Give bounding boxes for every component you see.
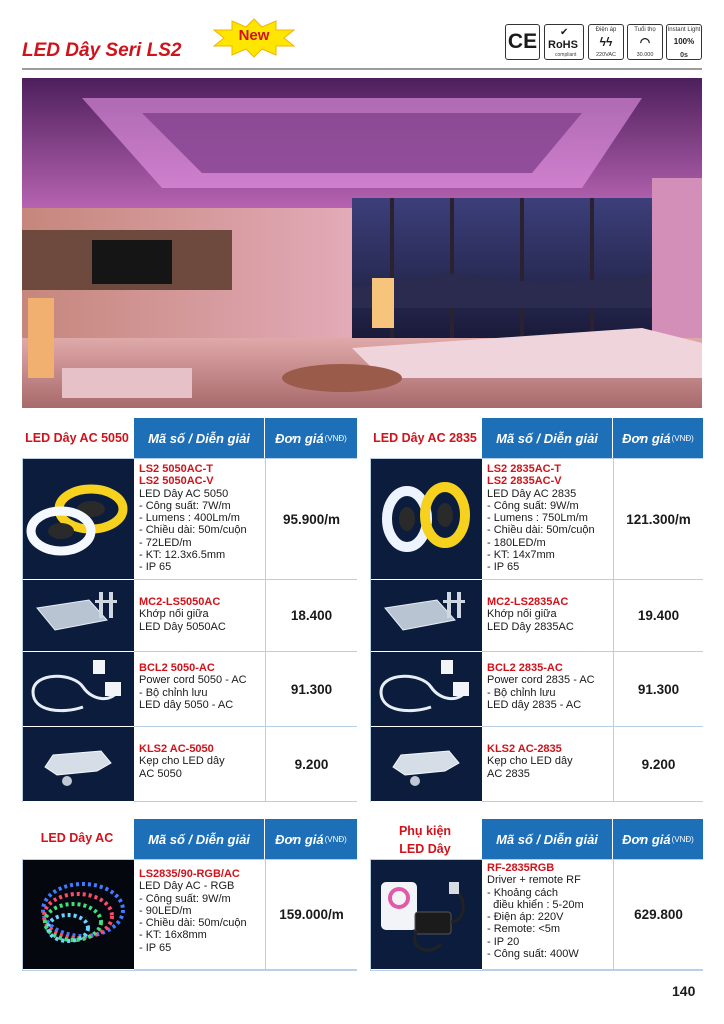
page-number: 140 xyxy=(672,983,696,999)
product-code: RF-2835RGB xyxy=(487,862,555,874)
spec-line: - Chiều dài: 50m/cuộn xyxy=(139,524,247,537)
led-reel-icon xyxy=(371,459,482,580)
col-header-code xyxy=(134,418,264,458)
spec-line: LED Dây AC - RGB xyxy=(139,880,235,893)
product-desc-cell xyxy=(134,652,265,727)
col-header-price xyxy=(613,418,703,458)
col-header-code xyxy=(482,418,612,458)
spec-line: - Công suất: 400W xyxy=(487,948,579,961)
section-label-accessory xyxy=(370,822,480,858)
rgb-reel-icon xyxy=(23,860,134,970)
product-image-led-strip-2835 xyxy=(371,459,482,580)
col-header-code xyxy=(134,819,264,859)
price-cell: 19.400 xyxy=(613,580,703,652)
col-header-code xyxy=(482,819,612,859)
product-image-led-strip-5050 xyxy=(23,459,134,580)
spec-line: - KT: 14x7mm xyxy=(487,549,555,562)
ce-mark: CE xyxy=(505,24,540,60)
product-image-clip-2835 xyxy=(371,727,482,802)
spec-line: AC 5050 xyxy=(139,767,182,780)
col-header-price-unit: (VNĐ) xyxy=(324,834,347,844)
rohs-text: RoHS xyxy=(548,39,578,51)
driver-remote-icon xyxy=(371,860,482,970)
section-label-ac5050: LED Dây AC 5050 xyxy=(25,431,129,445)
spec-line: - IP 65 xyxy=(139,941,172,954)
product-desc-cell xyxy=(482,727,613,802)
product-code: KLS2 AC-2835 xyxy=(487,743,562,755)
instant-light-time: 0s xyxy=(680,52,688,59)
spec-line: - Công suất: 7W/m xyxy=(139,499,231,512)
clip-icon xyxy=(23,727,134,802)
lifetime-badge xyxy=(627,24,663,60)
product-image-clip-5050 xyxy=(23,727,134,802)
price-cell: 91.300 xyxy=(613,652,703,727)
led-reel-icon xyxy=(23,459,134,580)
lightning-icon: ϟϟ xyxy=(599,35,613,49)
product-desc-cell xyxy=(482,860,613,970)
spec-line: điều khiển : 5-20m xyxy=(487,898,584,911)
col-header-price-text: Đơn giá xyxy=(622,831,671,847)
product-desc-cell xyxy=(134,580,265,652)
col-header-price xyxy=(613,819,703,859)
product-image-power-cord-2835 xyxy=(371,652,482,727)
instant-light-label: Instant Light xyxy=(667,27,701,33)
price-cell: 91.300 xyxy=(265,652,357,727)
col-header-price-text: Đơn giá xyxy=(275,831,324,847)
spec-line: LED Dây AC 5050 xyxy=(139,487,229,500)
new-badge-text: New xyxy=(238,27,270,44)
product-code: KLS2 AC-5050 xyxy=(139,743,214,755)
connector-icon xyxy=(371,580,482,652)
product-image-rgb-strip xyxy=(23,860,134,970)
spec-line: - Khoảng cách xyxy=(487,886,558,899)
spec-line: - IP 65 xyxy=(139,561,172,574)
product-image-power-cord-5050 xyxy=(23,652,134,727)
spec-line: - Remote: <5m xyxy=(487,923,561,936)
spec-line: Power cord 2835 - AC xyxy=(487,674,595,687)
col-header-price-text: Đơn giá xyxy=(622,430,671,446)
spec-line: AC 2835 xyxy=(487,767,530,780)
price-cell: 121.300/m xyxy=(613,459,703,580)
spec-line: - 180LED/m xyxy=(487,536,546,549)
product-code: LS2 5050AC-T xyxy=(139,463,213,475)
power-cord-icon xyxy=(23,652,134,727)
section-label-ac-rgb: LED Dây AC xyxy=(40,831,114,845)
product-code: MC2-LS5050AC xyxy=(139,596,221,608)
product-code: LS2 5050AC-V xyxy=(139,475,214,488)
spec-line: - Lumens : 750Lm/m xyxy=(487,512,588,525)
price-cell: 629.800 xyxy=(613,860,703,970)
hero-living-room-photo xyxy=(22,78,702,408)
spec-line: - Lumens : 400Lm/m xyxy=(139,512,240,525)
product-code: MC2-LS2835AC xyxy=(487,596,569,608)
title-divider xyxy=(22,68,702,70)
lifetime-label: Tuổi thọ xyxy=(634,27,656,33)
leaf-icon: ✔ xyxy=(560,27,569,38)
col-header-price-unit: (VNĐ) xyxy=(671,433,694,443)
spec-line: Driver + remote RF xyxy=(487,874,581,887)
price-cell: 95.900/m xyxy=(265,459,357,580)
product-desc-cell xyxy=(482,459,613,580)
power-cord-icon xyxy=(371,652,482,727)
product-desc-cell xyxy=(482,580,613,652)
price-cell: 18.400 xyxy=(265,580,357,652)
spec-line: - 90LED/m xyxy=(139,904,192,917)
spec-line: Khớp nối giữa xyxy=(139,608,209,621)
col-header-code-text: Mã số / Diễn giải xyxy=(496,831,598,847)
rohs-sub-text: compliant xyxy=(555,52,577,58)
section-label-accessory-line2: LED Dây xyxy=(399,842,451,856)
col-header-code-text: Mã số / Diễn giải xyxy=(496,430,598,446)
page-title: LED Dây Seri LS2 xyxy=(22,40,182,61)
col-header-code-text: Mã số / Diễn giải xyxy=(148,430,250,446)
voltage-badge xyxy=(588,24,624,60)
spec-line: - KT: 16x8mm xyxy=(139,929,207,942)
spec-line: - Điện áp: 220V xyxy=(487,911,564,924)
spec-line: - Công suất: 9W/m xyxy=(487,499,579,512)
price-cell: 9.200 xyxy=(265,727,357,802)
spec-line: LED Dây 5050AC xyxy=(139,620,226,633)
spec-line: LED dây 2835 - AC xyxy=(487,698,582,711)
product-desc-cell xyxy=(134,860,265,970)
product-code: BCL2 5050-AC xyxy=(139,662,215,674)
price-cell: 159.000/m xyxy=(265,860,357,970)
product-code: LS2835/90-RGB/AC xyxy=(139,868,240,880)
spec-line: - Chiều dài: 50m/cuộn xyxy=(139,917,247,930)
spec-line: Kẹp cho LED dây xyxy=(487,755,573,768)
spec-line: - 72LED/m xyxy=(139,536,192,549)
col-header-price xyxy=(265,418,357,458)
product-image-connector-2835 xyxy=(371,580,482,652)
product-code: LS2 2835AC-V xyxy=(487,475,562,488)
section-label-accessory-line1: Phụ kiện xyxy=(398,824,452,838)
spec-line: Kẹp cho LED dây xyxy=(139,755,225,768)
spec-line: LED Dây AC 2835 xyxy=(487,487,577,500)
product-code: LS2 2835AC-T xyxy=(487,463,561,475)
product-desc-cell xyxy=(134,727,265,802)
product-code: BCL2 2835-AC xyxy=(487,662,563,674)
col-header-code-text: Mã số / Diễn giải xyxy=(148,831,250,847)
voltage-value: 220VAC xyxy=(595,52,617,58)
spec-line: LED dây 5050 - AC xyxy=(139,698,234,711)
lifetime-value: 30.000 xyxy=(636,52,654,58)
col-header-price xyxy=(265,819,357,859)
rohs-mark xyxy=(544,24,584,60)
spec-line: - Chiều dài: 50m/cuộn xyxy=(487,524,595,537)
spec-line: - KT: 12.3x6.5mm xyxy=(139,549,226,562)
connector-icon xyxy=(23,580,134,652)
living-room-illustration xyxy=(22,78,702,408)
spec-line: - Bộ chỉnh lưu xyxy=(139,686,208,699)
spec-line: LED Dây 2835AC xyxy=(487,620,574,633)
section-label-ac2835: LED Dây AC 2835 xyxy=(373,431,477,445)
product-desc-cell xyxy=(134,459,265,580)
spec-line: - Bộ chỉnh lưu xyxy=(487,686,556,699)
spec-line: - IP 20 xyxy=(487,935,520,948)
product-image-rf-driver xyxy=(371,860,482,970)
spec-line: - Công suất: 9W/m xyxy=(139,892,231,905)
product-image-connector-5050 xyxy=(23,580,134,652)
col-header-price-unit: (VNĐ) xyxy=(671,834,694,844)
new-badge xyxy=(212,18,296,58)
product-desc-cell xyxy=(482,652,613,727)
voltage-label: Điện áp xyxy=(595,27,617,33)
col-header-price-text: Đơn giá xyxy=(275,430,324,446)
col-header-price-unit: (VNĐ) xyxy=(324,433,347,443)
instant-light-badge xyxy=(666,24,702,60)
spec-line: Khớp nối giữa xyxy=(487,608,557,621)
price-cell: 9.200 xyxy=(613,727,703,802)
gauge-icon: ◠ xyxy=(639,35,651,49)
spec-line: - IP 65 xyxy=(487,561,520,574)
spec-line: Power cord 5050 - AC xyxy=(139,674,247,687)
instant-light-percent: 100% xyxy=(673,37,695,46)
clip-icon xyxy=(371,727,482,802)
